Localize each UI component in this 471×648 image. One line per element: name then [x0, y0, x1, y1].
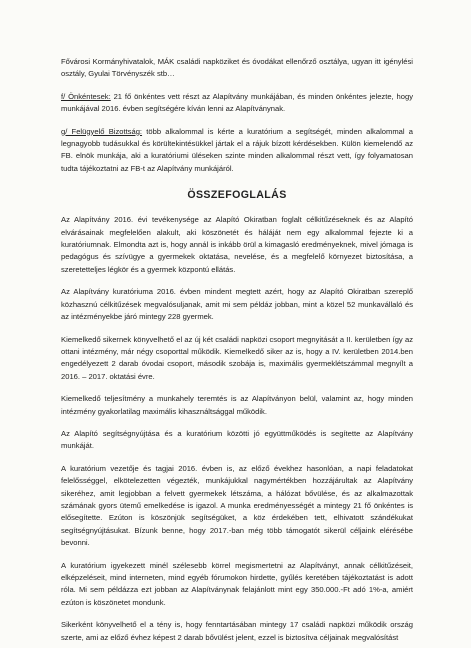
summary-paragraph-6: A kuratórium vezetője és tagjai 2016. évben is, az előző évekhez hasonlóan, a napi feladatokat felelősséggel, elkötelezetten végezték, munkájukkal nagymértékben hozzájárultak az Alapítvány sikeréhez, amit legjobban a felvett gyermekek létszáma, a hálózat bővülése, és az alkalmazottak számának gyors ütemű emelkedése is igazol. A munka eredményességét a mintegy 21 fő önkéntes is elősegítette. Ezúton is köszönjük segítségüket, a köz érdekében tett, elhivatott szándékukat segítségnyújtásukat. Bízunk benne, hogy 2017.-ban még több támogatót sikerül céljaink elérésébe bevonni.	[61, 463, 413, 548]
summary-paragraph-8: Sikerként könyvelhető el a tény is, hogy fenntartásában mintegy 17 családi napközi működik ország szerte, ami az előző évhez képest 2 darab bővülést jelent, ezzel is biztosítva céljainak megvalósítást	[61, 620, 413, 642]
summary-paragraph-3: Kiemelkedő sikernek könyvelhető el az új két családi napközi csoport megnyitását a II. kerületben így az ottani intézmény, már négy csoporttal működik. Kiemelkedő siker az is, hogy a IV. kerületben 2014.ben engedélyezett 2 darab óvodai csoport, második szobája is, maximális gyermeklétszámmal megnyílt a 2016. – 2017. oktatási évre.	[61, 334, 413, 381]
paragraph-supervisory-board	[61, 126, 413, 176]
summary-paragraph-1: Az Alapítvány 2016. évi tevékenysége az Alapító Okiratban foglalt célkitűzéseknek és az Alapító elvárásainak megfelelően alakult, aki köszönetét és háláját nem egy alkalommal fejezte ki a kuratóriumnak. Elmondta azt is, hogy annál is inkább örül a kimagasló eredményeknek, mivel jómaga is pedagógus és szívügye a gyermekek oktatása, nevelése, és a megfelelő környezet biztosítása, a szeretetteljes légkör és a gyermek központú ellátás.	[61, 215, 413, 274]
paragraph-volunteers	[61, 91, 413, 116]
text-supervisory-board: több alkalommal is kérte a kuratórium a segítségét, minden alkalommal a legnagyobb tudásukkal és körültekintésükkel jártak el a rájuk bízott kérdésekben. Külön kiemelendő az FB. elnök munkája, aki a kuratóriumi üléseken szinte minden alkalommal részt vett, így folyamatosan tudta tájékoztatni az FB-t az Alapítvány munkájáról.	[61, 126, 413, 173]
paragraph-intro: Fővárosi Kormányhivatalok, MÁK családi napköziket és óvodákat ellenőrző osztálya, ugyan itt igénylési osztály, Gyulai Törvényszék stb…	[61, 57, 413, 79]
summary-paragraph-2: Az Alapítvány kuratóriuma 2016. évben mindent megtett azért, hogy az Alapító Okiratban szereplő közhasznú célkitűzések megvalósuljanak, amit mi sem példáz jobban, mint a közel 52 munkavállaló és az intézményekbe járó mintegy 228 gyermek.	[61, 287, 413, 322]
text-volunteers: 21 fő önkéntes vett részt az Alapítvány munkájában, és minden önkéntes jelezte, hogy munkájával 2016. évben segítségére kíván lenni az Alapítványnak.	[61, 91, 413, 114]
summary-paragraph-5: Az Alapító segítségnyújtása és a kuratórium közötti jó együttműködés is segítette az Alapítvány munkáját.	[61, 428, 413, 451]
summary-paragraph-4: Kiemelkedő teljesítmény a munkahely teremtés is az Alapítványon belül, valamint az, hogy minden intézmény gyakorlatilag maximális kihasználtsággal működik.	[61, 394, 413, 416]
section-title: ÖSSZEFOGLALÁS	[187, 189, 287, 202]
label-supervisory-board: g/ Felügyelő Bizottság:	[61, 126, 143, 136]
label-volunteers: f/ Önkéntesek:	[61, 91, 111, 101]
summary-paragraph-7: A kuratórium igyekezett minél szélesebb körrel megismertetni az Alapítványt, annak célkitűzéseit, elképzeléseit, mind interneten, mind egyéb fórumokon hirdette, gyűlés keretében tájékoztatást is adott róla. Mi sem példázza ezt jobban az Alapítványnak felajánlott mint egy 350.000.-Ft adó 1%-a, amiért ezúton is köszönetet mondunk.	[61, 560, 413, 607]
